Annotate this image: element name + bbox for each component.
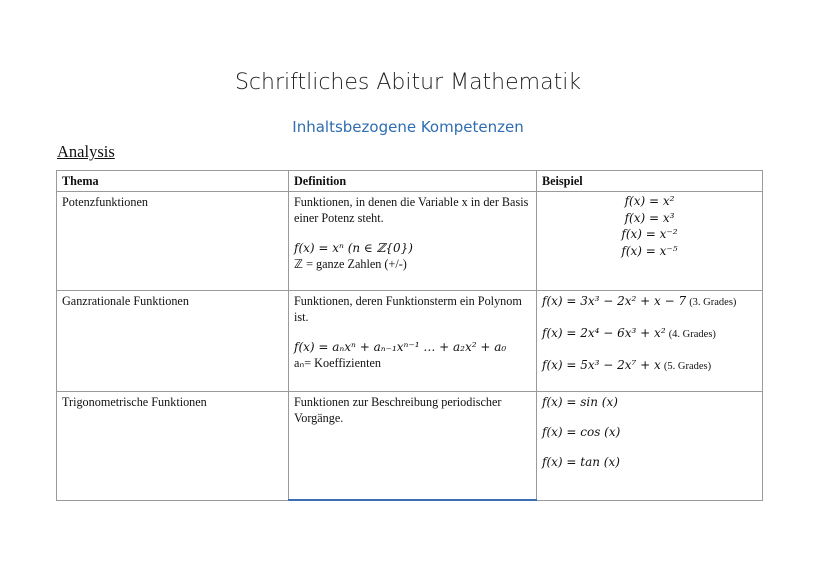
column-header-definition: Definition bbox=[289, 171, 537, 192]
example-degree-note: (4. Grades) bbox=[668, 329, 716, 340]
example-degree-note: (3. Grades) bbox=[689, 297, 737, 308]
page-subtitle: Inhaltsbezogene Kompetenzen bbox=[292, 118, 524, 136]
cell-beispiel bbox=[537, 192, 763, 291]
cell-beispiel bbox=[537, 291, 763, 392]
definition-formula: f(x) = aₙxⁿ + aₙ₋₁xⁿ⁻¹ … + a₂x² + a₀ bbox=[294, 340, 507, 354]
cell-thema: Potenzfunktionen bbox=[57, 192, 289, 291]
definition-formula: f(x) = xⁿ (n ∈ ℤ{0}) bbox=[294, 241, 413, 255]
table-row bbox=[57, 392, 763, 501]
example-line bbox=[542, 357, 757, 375]
column-header-thema: Thema bbox=[57, 171, 289, 192]
cell-beispiel bbox=[537, 392, 763, 501]
example-degree-note: (5. Grades) bbox=[663, 361, 712, 372]
cell-definition bbox=[289, 291, 537, 392]
column-header-beispiel: Beispiel bbox=[537, 171, 763, 192]
definition-text: Funktionen, in denen die Variable x in der Basis einer Potenz steht. bbox=[294, 195, 529, 225]
example-formula: f(x) = cos (x) bbox=[542, 425, 621, 439]
example-formula: f(x) = x⁻² bbox=[621, 227, 678, 241]
table-header-row bbox=[57, 171, 763, 192]
example-formula: f(x) = 2x⁴ − 6x³ + x² bbox=[542, 326, 666, 340]
example-formula: f(x) = 5x³ − 2x⁷ + x bbox=[542, 358, 661, 372]
table-row bbox=[57, 192, 763, 291]
example-formula: f(x) = x³ bbox=[624, 210, 675, 225]
example-formula: f(x) = tan (x) bbox=[542, 455, 620, 469]
example-formula: f(x) = sin (x) bbox=[542, 395, 618, 409]
definition-text: Funktionen, deren Funktionsterm ein Polynom ist. bbox=[294, 294, 522, 324]
example-line bbox=[542, 293, 757, 311]
example-formula: f(x) = x² bbox=[624, 194, 675, 208]
section-heading: Analysis bbox=[57, 142, 115, 161]
example-formula: f(x) = x⁻⁵ bbox=[621, 243, 678, 258]
example-line bbox=[542, 325, 757, 343]
example-formula: f(x) = 3x³ − 2x² + x − 7 bbox=[542, 294, 687, 308]
table-row bbox=[57, 291, 763, 392]
cell-thema: Ganzrationale Funktionen bbox=[57, 291, 289, 392]
definition-note: ℤ = ganze Zahlen (+/-) bbox=[294, 257, 407, 271]
analysis-table bbox=[56, 170, 763, 501]
definition-note: aₙ= Koeffizienten bbox=[294, 356, 381, 370]
cell-definition bbox=[289, 192, 537, 291]
page-title: Schriftliches Abitur Mathematik bbox=[234, 70, 582, 95]
definition-text: Funktionen zur Beschreibung periodischer Vorgänge. bbox=[294, 395, 502, 425]
cell-thema: Trigonometrische Funktionen bbox=[57, 392, 289, 501]
cell-definition[interactable] bbox=[289, 392, 537, 501]
